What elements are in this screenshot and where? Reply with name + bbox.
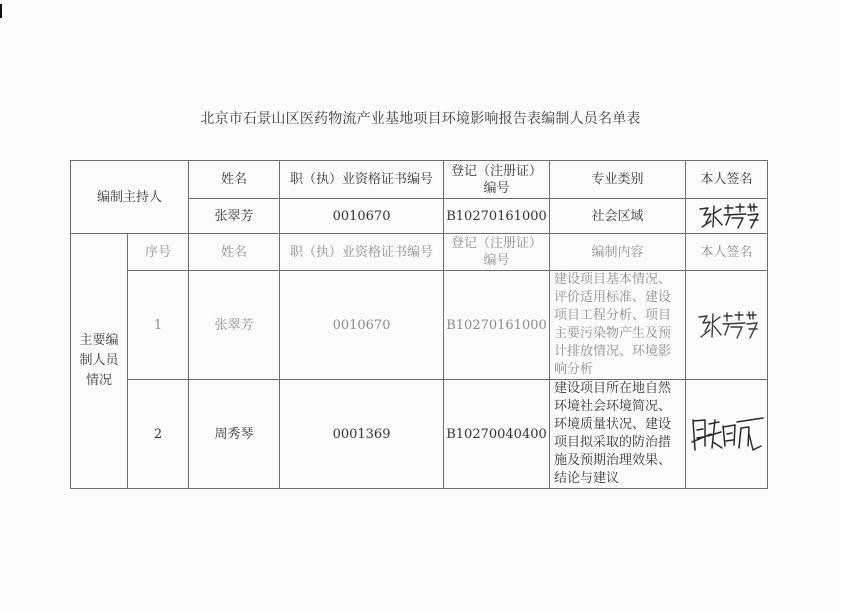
staff-reg-header: 登记（注册证）编号 bbox=[444, 234, 550, 271]
host-name: 张翠芳 bbox=[189, 199, 280, 234]
staff-signature-header: 本人签名 bbox=[686, 234, 768, 271]
staff-header-row bbox=[71, 234, 768, 271]
handwritten-signature bbox=[694, 308, 760, 342]
document-title: 北京市石景山区医药物流产业基地项目环境影响报告表编制人员名单表 bbox=[200, 111, 641, 127]
host-name-header: 姓名 bbox=[189, 161, 280, 199]
staff-cert-header: 职（执）业资格证书编号 bbox=[280, 234, 444, 271]
staff-signature bbox=[686, 380, 768, 489]
staff-content: 建设项目基本情况、评价适用标准、建设项目工程分析、项目主要污染物产生及预计排放情况、环境影响分析 bbox=[550, 271, 686, 380]
scan-corner-mark bbox=[0, 4, 2, 18]
host-section-label: 编制主持人 bbox=[71, 161, 189, 234]
staff-content: 建设项目所在地自然环境社会环境简况、环境质量状况、建设项目拟采取的防治措施及预期治理效果、结论与建议 bbox=[550, 380, 686, 489]
host-cert-header: 职（执）业资格证书编号 bbox=[280, 161, 444, 199]
staff-name-header: 姓名 bbox=[189, 234, 280, 271]
host-signature-header: 本人签名 bbox=[686, 161, 768, 199]
staff-content-header: 编制内容 bbox=[550, 234, 686, 271]
host-category: 社会区域 bbox=[550, 199, 686, 234]
host-category-header: 专业类别 bbox=[550, 161, 686, 199]
staff-no: 2 bbox=[128, 380, 189, 489]
host-header-row bbox=[71, 161, 768, 199]
host-cert-number: 0010670 bbox=[280, 199, 444, 234]
host-reg-header: 登记（注册证）编号 bbox=[444, 161, 550, 199]
staff-cert-number: 0001369 bbox=[280, 380, 444, 489]
staff-cert-number: 0010670 bbox=[280, 271, 444, 380]
staff-no-header: 序号 bbox=[128, 234, 189, 271]
staff-list-table bbox=[70, 160, 768, 489]
handwritten-signature bbox=[689, 412, 765, 456]
host-reg-number: B10270161000 bbox=[444, 199, 550, 234]
staff-section-label: 主要编制人员情况 bbox=[71, 234, 128, 489]
host-signature bbox=[686, 199, 768, 234]
staff-reg-number: B10270161000 bbox=[444, 271, 550, 380]
staff-row bbox=[71, 380, 768, 489]
staff-signature bbox=[686, 271, 768, 380]
handwritten-signature bbox=[694, 201, 760, 231]
staff-row bbox=[71, 271, 768, 380]
staff-no: 1 bbox=[128, 271, 189, 380]
staff-name: 周秀琴 bbox=[189, 380, 280, 489]
staff-name: 张翠芳 bbox=[189, 271, 280, 380]
staff-reg-number: B10270040400 bbox=[444, 380, 550, 489]
